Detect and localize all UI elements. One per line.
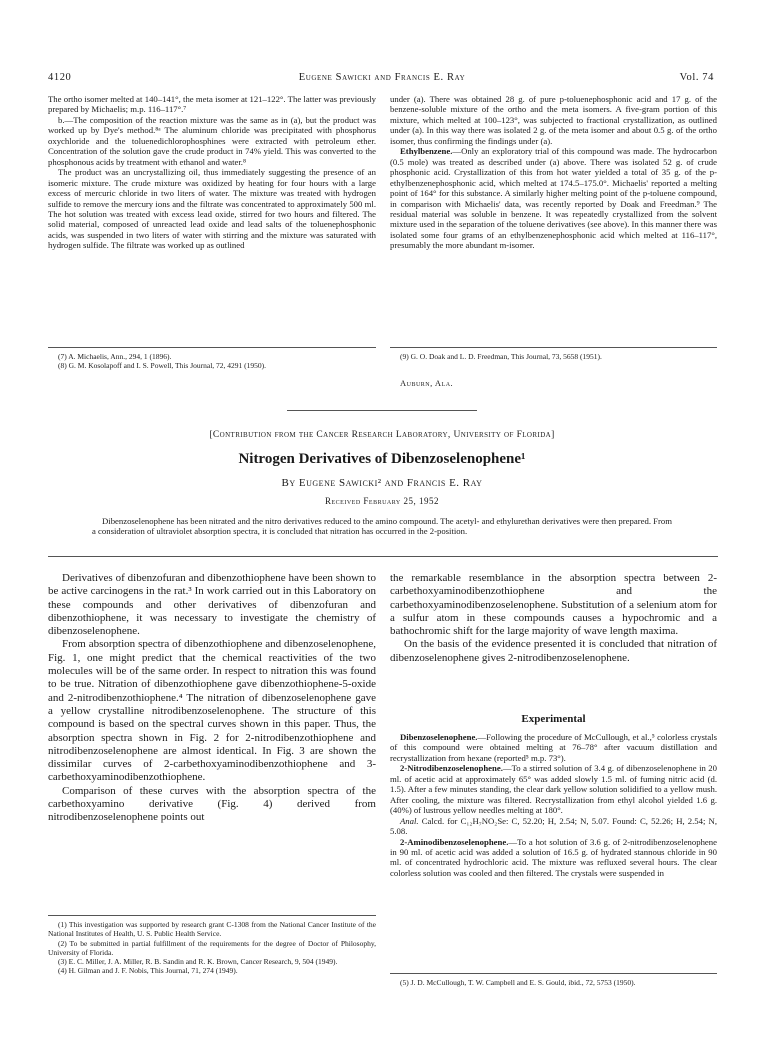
article-right-column (390, 572, 717, 665)
experimental-section (390, 732, 717, 878)
byline: By Eugene Sawicki² and Francis E. Ray (281, 477, 483, 489)
paragraph: the remarkable resemblance in the absorption spectra between 2-carbethoxyaminodibenzothiophene and the carbethoxyaminodibenzoselenophene. Substitution of a selenium atom for a sulfur atom in these compounds causes a hypochromic and a bathochromic shift for the large majority of wave length maxima. (390, 572, 717, 638)
abstract-text: Dibenzoselenophene has been nitrated and the nitro derivatives reduced to the amino compound. The acetyl- and ethylurethan derivatives were then prepared. From a consideration of ultraviolet absorption spectra, it is concluded that nitration has occurred in the 2-position. (92, 516, 672, 537)
paragraph (390, 146, 717, 251)
paragraph: under (a). There was obtained 28 g. of pure p-toluenephosphonic acid and 17 g. of the benzene-soluble mixture of the ortho and the meta isomers. A five-gram portion of this mixture, which melted at 100–123°, was subjected to fractional crystallization, as outlined under (a). In this way there was isolated 2 g. of the meta isomer and about 0.5 g. of the ortho isomer, thus confirming the findings under (a). (390, 94, 717, 146)
procedure-paragraph (390, 732, 717, 763)
article-left-column (48, 572, 376, 825)
volume-label: Vol. 74 (679, 72, 714, 83)
footnote: (1) This investigation was supported by research grant C-1308 from the National Cancer Institute of the National Institutes of Health, U. S. Public Health Service. (48, 920, 376, 939)
procedure-text: —To a hot solution of 3.6 g. of 2-nitrodibenzoselenophene in 90 ml. of acetic acid was added a solution of 16.5 g. of hydrated stannous chloride in 90 ml. of concentrated hydrochloric acid. The mixture was refluxed several hours. The clear colorless solution was cooled and then filtered. The crystals were suspended in (390, 836, 717, 878)
analysis-label: Anal. (400, 815, 419, 826)
footnote: (9) G. O. Doak and L. D. Freedman, This Journal, 73, 5658 (1951). (400, 352, 602, 361)
paragraph-text: —Only an exploratory trial of this compound was made. The hydrocarbon (0.5 mole) was treated as described under (a) above. There was isolated 52 g. of crude phosphonic acid. Crystallization of this from hot water yielded a total of 35 g. of the p-ethylbenzenephosphonic acid, which melted at 174.5–175.0°. Michaelis' reported a melting point of 164° for this substance. A similarly higher melting point of the p-toluene compound, in comparison with Michaelis' data, was recently reported by Doak and Freedman.⁹ The residual material was soluble in benzene. It was repeatedly crystallized from the solvent mixture used in the separation of the toluene derivatives (see above). In this manner there was isolated some four grams of an ethylbenzenephosphonic acid which melted at 116–117°, presumably the more abundant m-isomer. (390, 146, 717, 251)
prev-article-left-column (48, 94, 376, 251)
paragraph: Derivatives of dibenzofuran and dibenzothiophene have been shown to be active carcinogens in the rat.³ In work carried out in this Laboratory on these compounds and other derivatives of dibenzofuran and dibenzothiophene, it was necessary to investigate the chemistry of dibenzoselenophene. (48, 572, 376, 638)
footnote: (3) E. C. Miller, J. A. Miller, R. B. Sandin and R. K. Brown, Cancer Research, 9, 504 (1949). (58, 957, 338, 967)
compound-name: 2-Nitrodibenzoselenophene. (400, 763, 503, 774)
paragraph: From absorption spectra of dibenzothiophene and dibenzoselenophene, Fig. 1, one might predict that the chemical reactivities of the two molecules will be of the same order. In respect to nitration this was found to be true. Nitration of dibenzothiophene gave dibenzothiophene-5-oxide and 2-nitrodibenzothiophene.⁴ The nitration of dibenzoselenophene gave a yellow crystalline nitrodibenzoselenophene. The structure of this compound is based on the spectral curves shown in this paper. Thus, the absorption spectra shown in Fig. 2 for 2-nitrodibenzothiophene and nitrodibenzoselenophene are almost identical. In Fig. 3 are shown the dissimilar curves of 2-carbethoxyaminodibenzothiophene and 3-carbethoxyaminodibenzothiophene. (48, 638, 376, 784)
prev-article-left-footnotes (48, 352, 376, 371)
abstract-divider (48, 556, 718, 557)
footnote-divider (48, 915, 376, 916)
footnote: (4) H. Gilman and J. F. Nobis, This Journal, 71, 274 (1949). (58, 966, 238, 976)
analysis-paragraph (390, 816, 717, 837)
article-left-footnotes (48, 920, 376, 976)
procedure-paragraph (390, 837, 717, 879)
paragraph-heading: Ethylbenzene. (400, 146, 453, 157)
paragraph: b.—The composition of the reaction mixture was the same as in (a), but the product was worked up by Dye's method.⁸ᵃ The aluminum chloride was precipitated with phosphorus oxychloride and the toluenedichlorophosphines were extracted with petroleum ether. Concentration of the solution gave the crude product in 74% yield. This was converted to the phosphonous acids by treatment with ethanol and water.⁸ (48, 114, 376, 167)
experimental-heading: Experimental (521, 713, 586, 725)
location-line: Auburn, Ala. (400, 378, 454, 388)
article-right-footnotes (390, 978, 717, 987)
footnote-divider (390, 347, 717, 348)
paragraph: The ortho isomer melted at 140–141°, the meta isomer at 121–122°. The latter was previously prepared by Michaelis; m.p. 116–117°.⁷ (48, 94, 376, 115)
prev-article-right-column (390, 94, 717, 251)
page-number: 4120 (48, 72, 72, 83)
footnote: (7) A. Michaelis, Ann., 294, 1 (1896). (58, 352, 172, 361)
footnote: (2) To be submitted in partial fulfillment of the requirements for the degree of Doctor of Philosophy, University of Florida. (48, 938, 376, 957)
article-separator (287, 410, 477, 411)
paragraph: On the basis of the evidence presented it is concluded that nitration of dibenzoselenophene gives 2-nitrodibenzoselenophene. (390, 638, 717, 664)
footnote-divider (390, 973, 717, 974)
procedure-paragraph (390, 763, 717, 815)
compound-name: 2-Aminodibenzoselenophene. (400, 836, 509, 847)
prev-article-right-footnotes (390, 352, 717, 361)
footnote: (5) J. D. McCullough, T. W. Campbell and E. S. Gould, ibid., 72, 5753 (1950). (400, 978, 636, 987)
contribution-line: [Contribution from the Cancer Research Laboratory, University of Florida] (209, 430, 555, 440)
analysis-text: Calcd. for C₁₂H₇NO₂Se: C, 52.20; H, 2.54; N, 5.07. Found: C, 52.26; H, 2.54; N, 5.08. (390, 815, 717, 837)
footnote-divider (48, 347, 376, 348)
running-head-authors: Eugene Sawicki and Francis E. Ray (298, 72, 466, 83)
article-title: Nitrogen Derivatives of Dibenzoselenophene¹ (238, 451, 526, 467)
procedure-text: —Following the procedure of McCullough, et al.,⁵ colorless crystals of this compound were obtained melting at 76–78° after vacuum distillation and recrystallization from hexane (reported⁵ m.p. 73°). (390, 732, 717, 763)
compound-name: Dibenzoselenophene. (400, 732, 478, 742)
procedure-text: —To a stirred solution of 3.4 g. of dibenzoselenophene in 20 ml. of acetic acid at approximately 65° was added slowly 1.5 ml. of fuming nitric acid (d. 1.5). After a few minutes standing, the clear dark yellow solution solidified to a yellow mush. After cooling, the mixture was filtered. Recrystallization from ethyl alcohol yielded 1.6 g. (40%) of lustrous yellow needles melting at 180°. (390, 763, 717, 816)
paragraph: The product was an uncrystallizing oil, thus immediately suggesting the presence of an isomeric mixture. The crude mixture was oxidized by heating for four hours with a large excess of mercuric chloride in two liters of water. The mixture was treated with hydrogen sulfide to remove the mercury ions and the filtrate was concentrated to approximately 500 ml. The hot solution was treated with excess lead oxide, stirred for two hours and filtered. The solid material, composed of unreacted lead oxide and lead salts of the toluenephosphonic acids, was suspended in two liters of water with stirring and the mixture was saturated with hydrogen sulfide. The filtrate was worked up as outlined (48, 167, 376, 251)
abstract (92, 516, 672, 537)
received-date: Received February 25, 1952 (324, 496, 439, 506)
footnote: (8) G. M. Kosolapoff and I. S. Powell, This Journal, 72, 4291 (1950). (58, 361, 267, 371)
paragraph: Comparison of these curves with the absorption spectra of the carbethoxyamino derivative (Fig. 4) derived from nitrodibenzoselenophene points out (48, 784, 376, 824)
